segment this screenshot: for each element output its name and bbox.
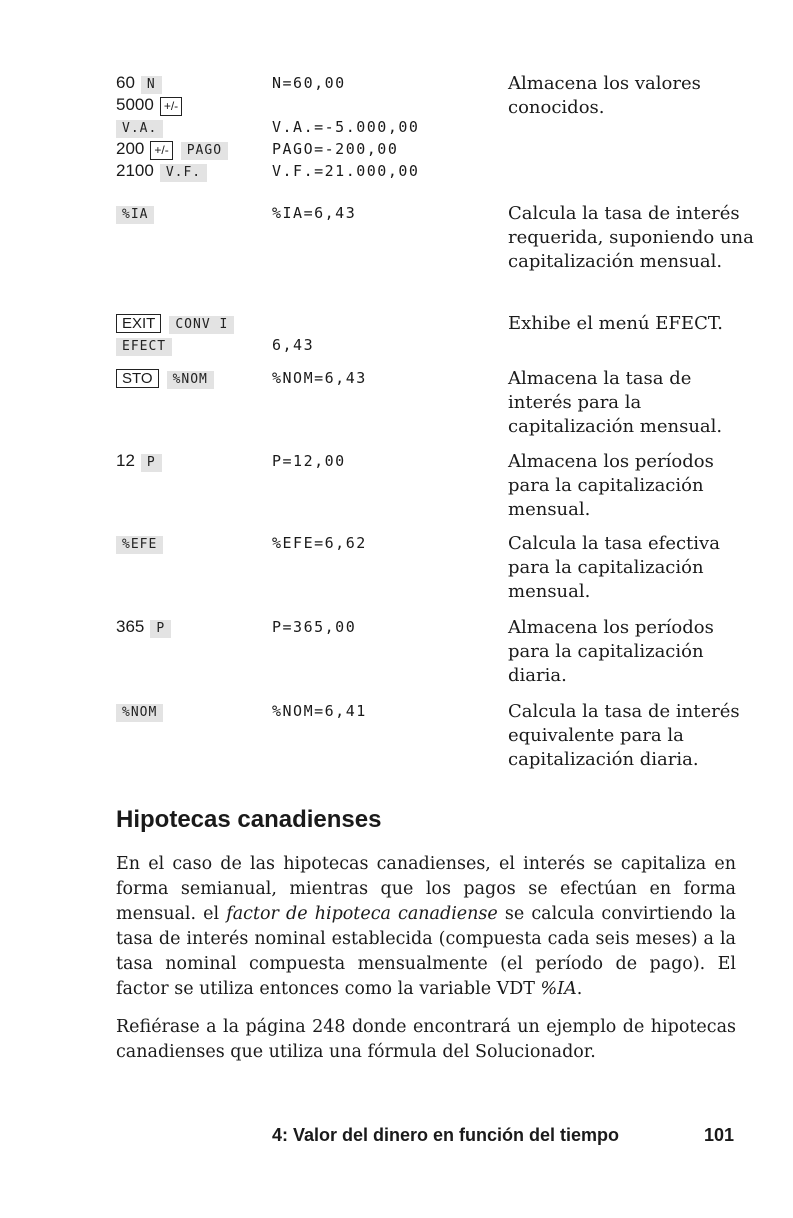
menu-key: N <box>141 76 162 94</box>
menu-key: V.F. <box>160 164 207 182</box>
keystroke-line <box>116 334 238 356</box>
description: Almacena los períodos para la capitalización mensual. <box>508 451 714 520</box>
keystroke-line <box>116 138 232 160</box>
menu-key: %NOM <box>167 371 214 389</box>
description: Calcula la tasa de interés requerida, suponiendo una capitalización mensual. <box>508 203 754 272</box>
display-column <box>272 700 367 722</box>
display-line: V.A.=-5.000,00 <box>272 118 420 136</box>
calculator-key: EXIT <box>116 314 161 333</box>
display-column <box>272 72 419 182</box>
keystroke-line <box>116 450 166 472</box>
display-line: %EFE=6,62 <box>272 534 367 552</box>
display-column <box>272 202 356 224</box>
display-column <box>272 532 367 554</box>
display-line: V.F.=21.000,00 <box>272 162 420 180</box>
menu-key: PAGO <box>181 142 228 160</box>
keystroke-line <box>116 367 218 389</box>
keystroke-column <box>116 700 167 722</box>
keystroke-column <box>116 532 167 554</box>
display-line: N=60,00 <box>272 74 346 92</box>
keystroke-column <box>116 202 158 224</box>
menu-key: %EFE <box>116 536 163 554</box>
keystroke-number: 365 <box>116 617 145 636</box>
section-heading: Hipotecas canadienses <box>116 806 382 833</box>
para1-text-b: se calcula convirtiendo la tasa de interés nominal establecida (compuesta cada seis meses) a la tasa nominal compuesta mensualmente (el período de pago). El factor se utiliza entonces como la variable VDT <box>116 904 736 999</box>
keystroke-number: 2100 <box>116 161 154 180</box>
keystroke-number: 60 <box>116 73 135 92</box>
display-line: P=365,00 <box>272 618 357 636</box>
description: Calcula la tasa de interés equivalente para la capitalización diaria. <box>508 701 740 770</box>
display-column <box>272 312 314 356</box>
keystroke-line <box>116 202 158 224</box>
calculator-key: +/- <box>160 97 182 116</box>
menu-key: %IA <box>116 206 154 224</box>
keystroke-number: 12 <box>116 451 135 470</box>
keystroke-line <box>116 700 167 722</box>
keystroke-line <box>116 312 238 334</box>
keystroke-number: 200 <box>116 139 145 158</box>
keystroke-line <box>116 72 232 94</box>
display-column <box>272 450 346 472</box>
display-line: 6,43 <box>272 336 315 354</box>
keystroke-column <box>116 367 218 389</box>
para1-italic-variable: %IA <box>540 979 577 999</box>
menu-key: V.A. <box>116 120 163 138</box>
menu-key: P <box>141 454 162 472</box>
display-line: %NOM=6,41 <box>272 702 367 720</box>
menu-key: %NOM <box>116 704 163 722</box>
description: Almacena los períodos para la capitalización diaria. <box>508 617 714 686</box>
display-line: %NOM=6,43 <box>272 369 367 387</box>
calculator-key: +/- <box>150 141 172 160</box>
keystroke-column <box>116 450 166 472</box>
paragraph-reference: Refiérase a la página 248 donde encontrará un ejemplo de hipotecas canadienses que utiliza una fórmula del Solucionador. <box>116 1017 736 1062</box>
display-column <box>272 367 367 389</box>
para1-text-end: . <box>576 979 583 999</box>
keystroke-line <box>116 160 232 182</box>
keystroke-line <box>116 94 232 116</box>
para1-italic-term: factor de hipoteca canadiense <box>226 904 498 924</box>
description: Exhibe el menú EFECT. <box>508 313 723 334</box>
display-line <box>272 94 419 116</box>
display-line: PAGO=-200,00 <box>272 140 399 158</box>
menu-key: P <box>150 620 171 638</box>
keystroke-line <box>116 532 167 554</box>
display-line: P=12,00 <box>272 452 346 470</box>
display-line: %IA=6,43 <box>272 204 357 222</box>
display-column <box>272 616 356 638</box>
keystroke-number: 5000 <box>116 95 154 114</box>
paragraph-canadian-mortgage <box>116 852 736 1002</box>
display-line <box>272 312 314 334</box>
keystroke-line <box>116 616 175 638</box>
footer-page-number: 101 <box>704 1125 735 1145</box>
menu-key: CONV I <box>169 316 234 334</box>
calculator-key: STO <box>116 369 159 388</box>
keystroke-column <box>116 312 238 356</box>
description: Calcula la tasa efectiva para la capitalización mensual. <box>508 533 720 602</box>
menu-key: EFECT <box>116 338 172 356</box>
footer-chapter-title: 4: Valor del dinero en función del tiempo <box>272 1125 620 1145</box>
para1-text-a: En el caso de las hipotecas canadienses, el interés se capitaliza en forma semianual, mientras que los pagos se efectúan en forma mensual. el <box>116 854 736 924</box>
description: Almacena los valores conocidos. <box>508 73 701 118</box>
description: Almacena la tasa de interés para la capitalización mensual. <box>508 368 723 437</box>
keystroke-column <box>116 72 232 182</box>
keystroke-line <box>116 116 232 138</box>
keystroke-column <box>116 616 175 638</box>
